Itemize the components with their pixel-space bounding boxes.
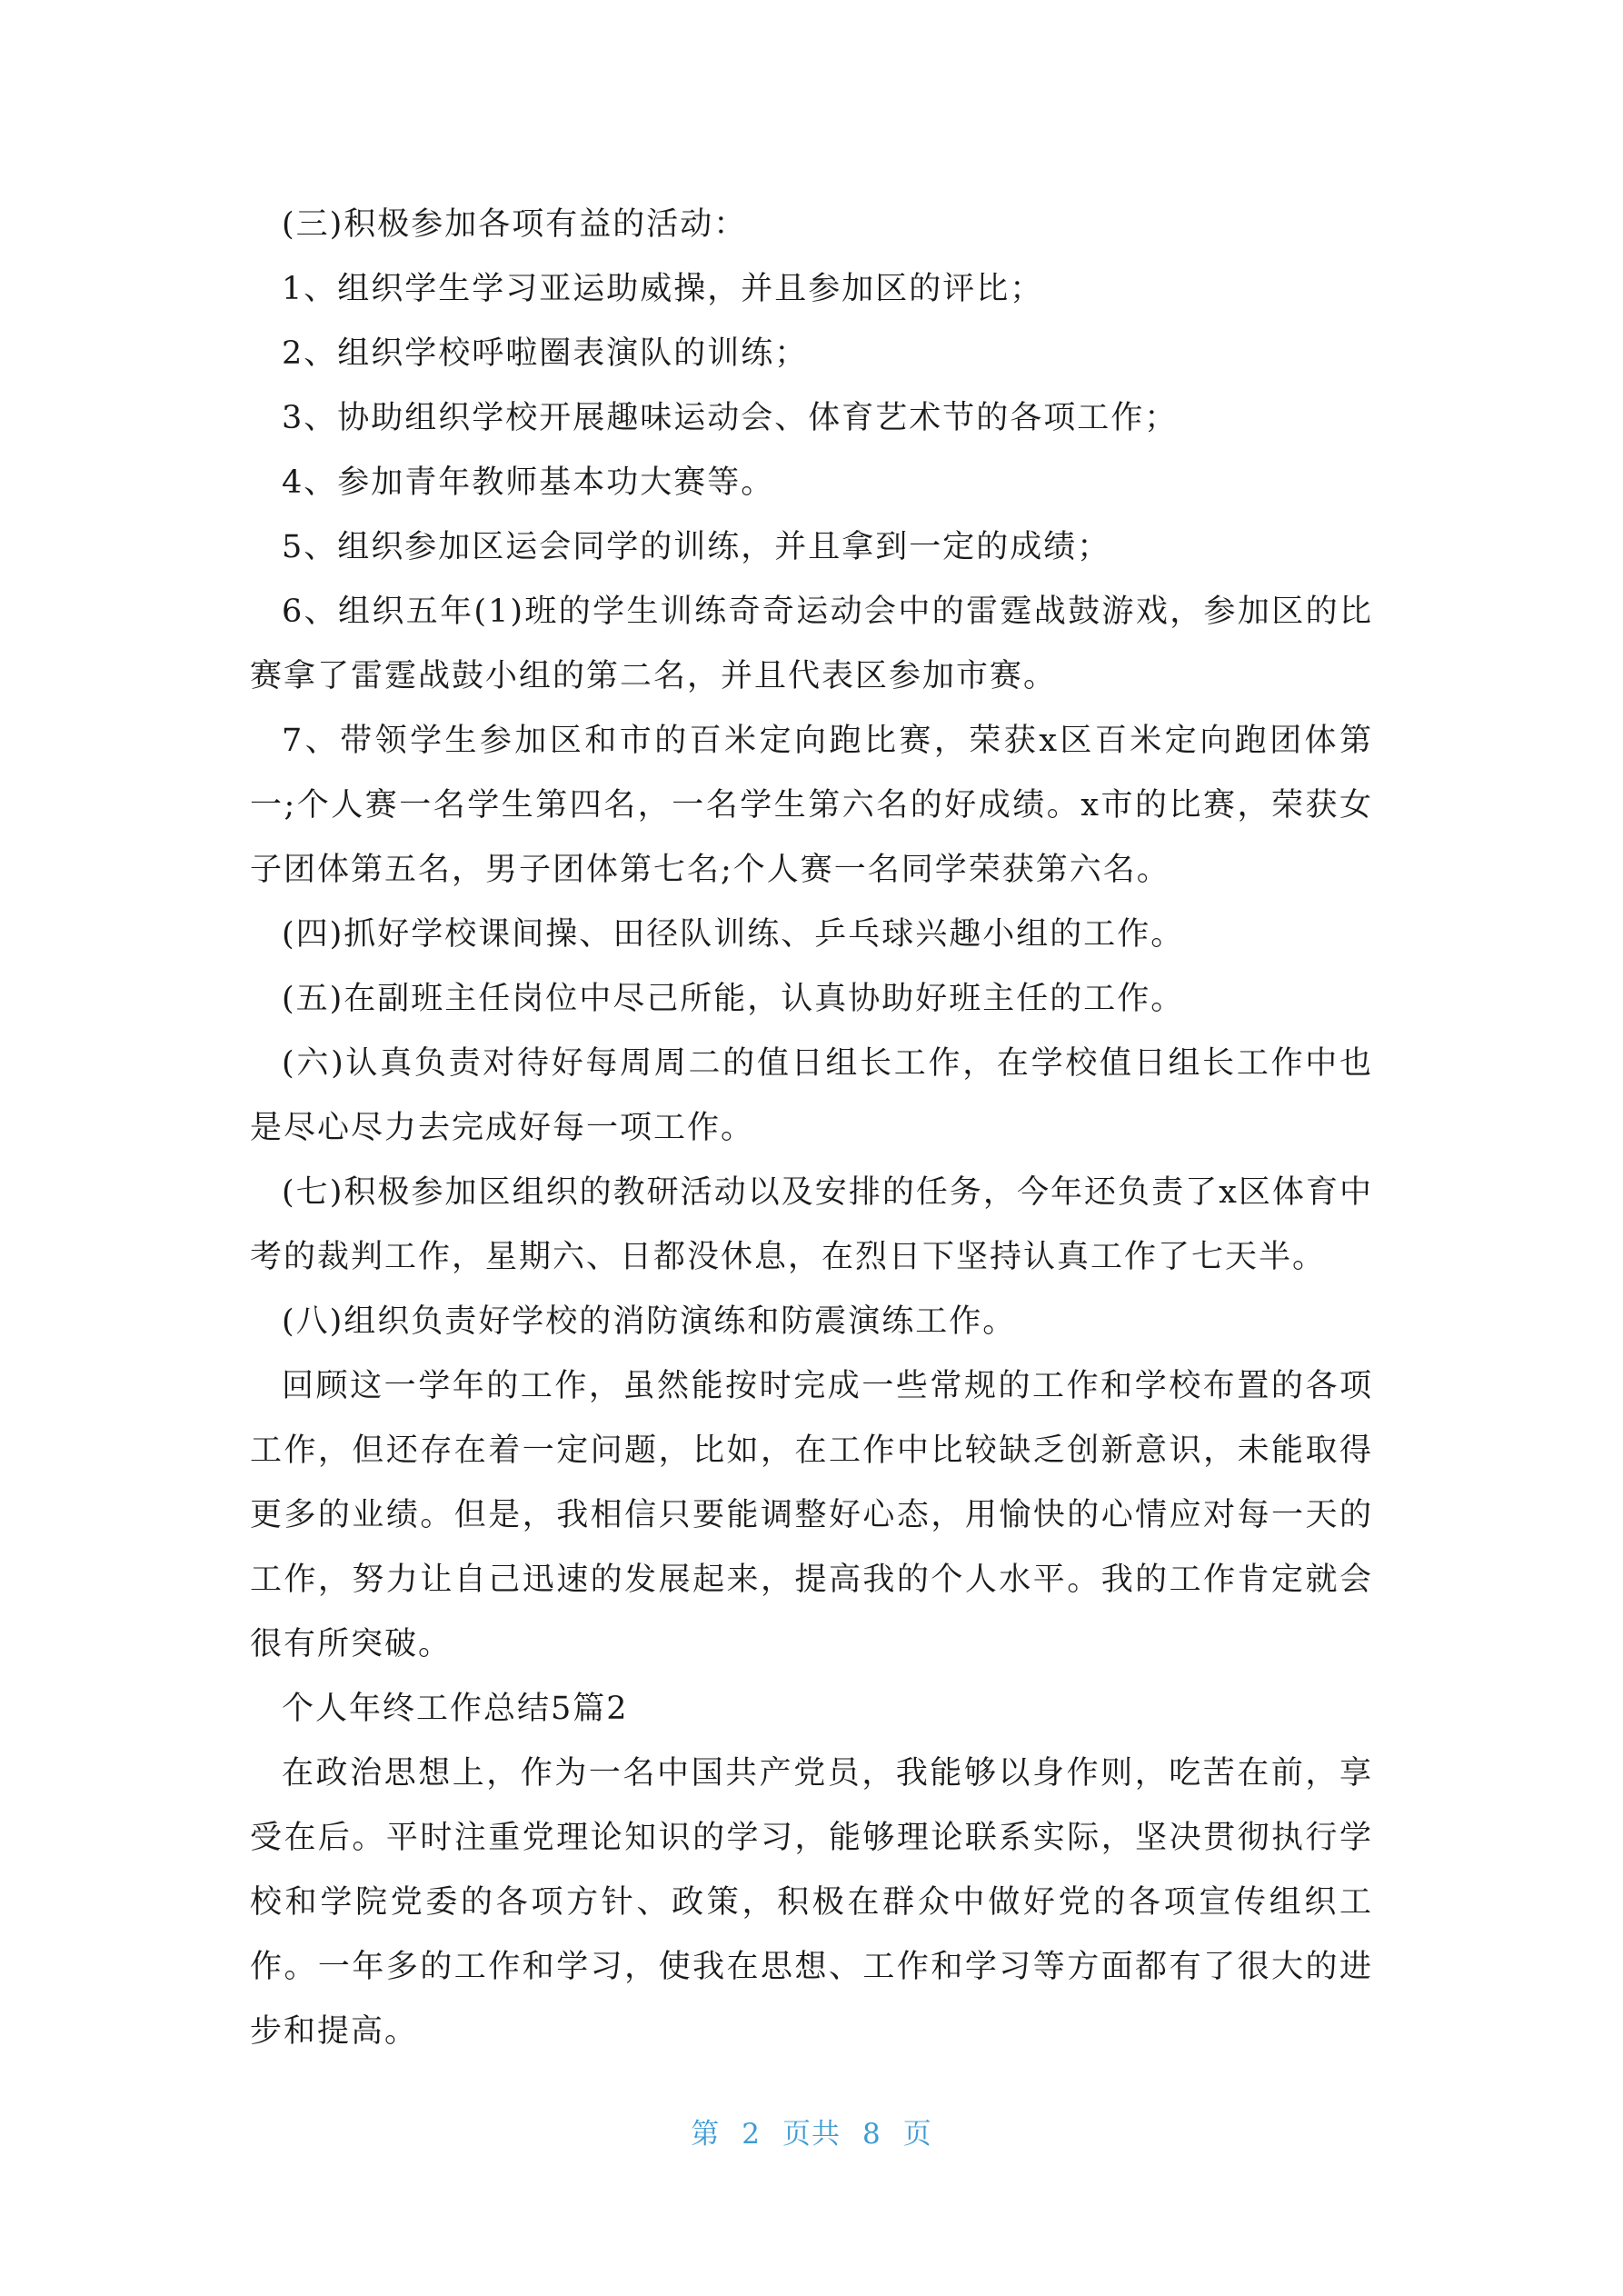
paragraph-item-6: 6、组织五年(1)班的学生训练奇奇运动会中的雷霆战鼓游戏，参加区的比赛拿了雷霆战鼓小组的第二名，并且代表区参加市赛。	[250, 594, 1373, 694]
page-footer	[0, 2111, 1623, 2151]
document-body	[250, 193, 1373, 2064]
footer-prefix: 第	[691, 2118, 721, 2151]
paragraph-item-5: 5、组织参加区运会同学的训练，并且拿到一定的成绩；	[282, 529, 1111, 565]
paragraph-political-thought: 在政治思想上，作为一名中国共产党员，我能够以身作则，吃苦在前，享受在后。平时注重党理论知识的学习，能够理论联系实际，坚决贯彻执行学校和学院党委的各项方针、政策，积极在群众中做好党的各项宣传组织工作。一年多的工作和学习，使我在思想、工作和学习等方面都有了很大的进步和提高。	[250, 1755, 1373, 2050]
footer-total-pages: 8	[862, 2118, 881, 2151]
paragraph-item-1: 1、组织学生学习亚运助威操，并且参加区的评比；	[282, 271, 1044, 307]
section-title-part-2: 个人年终工作总结5篇2	[282, 1691, 629, 1727]
paragraph-item-3: 3、协助组织学校开展趣味运动会、体育艺术节的各项工作；	[282, 400, 1179, 436]
footer-middle: 页共	[782, 2118, 841, 2151]
paragraph-section-7: (七)积极参加区组织的教研活动以及安排的任务，今年还负责了x区体育中考的裁判工作，星期六、日都没休息，在烈日下坚持认真工作了七天半。	[250, 1174, 1373, 1275]
paragraph-section-6: (六)认真负责对待好每周周二的值日组长工作，在学校值日组长工作中也是尽心尽力去完成好每一项工作。	[250, 1045, 1373, 1146]
paragraph-review: 回顾这一学年的工作，虽然能按时完成一些常规的工作和学校布置的各项工作，但还存在着一定问题，比如，在工作中比较缺乏创新意识，未能取得更多的业绩。但是，我相信只要能调整好心态，用愉快的心情应对每一天的工作，努力让自己迅速的发展起来，提高我的个人水平。我的工作肯定就会很有所突破。	[250, 1368, 1373, 1662]
paragraph-item-2: 2、组织学校呼啦圈表演队的训练；	[282, 335, 809, 372]
paragraph-item-4: 4、参加青年教师基本功大赛等。	[282, 464, 775, 501]
paragraph-section-5: (五)在副班主任岗位中尽己所能，认真协助好班主任的工作。	[282, 981, 1185, 1017]
paragraph-section-3-heading: (三)积极参加各项有益的活动：	[282, 206, 748, 243]
footer-suffix: 页	[902, 2118, 932, 2151]
footer-current-page: 2	[742, 2118, 761, 2151]
paragraph-section-4: (四)抓好学校课间操、田径队训练、乒乓球兴趣小组的工作。	[282, 916, 1185, 953]
paragraph-item-7: 7、带领学生参加区和市的百米定向跑比赛，荣获x区百米定向跑团体第一;个人赛一名学生第四名，一名学生第六名的好成绩。x市的比赛，荣获女子团体第五名，男子团体第七名;个人赛一名同学荣获第六名。	[250, 723, 1373, 888]
paragraph-section-8: (八)组织负责好学校的消防演练和防震演练工作。	[282, 1303, 1017, 1340]
